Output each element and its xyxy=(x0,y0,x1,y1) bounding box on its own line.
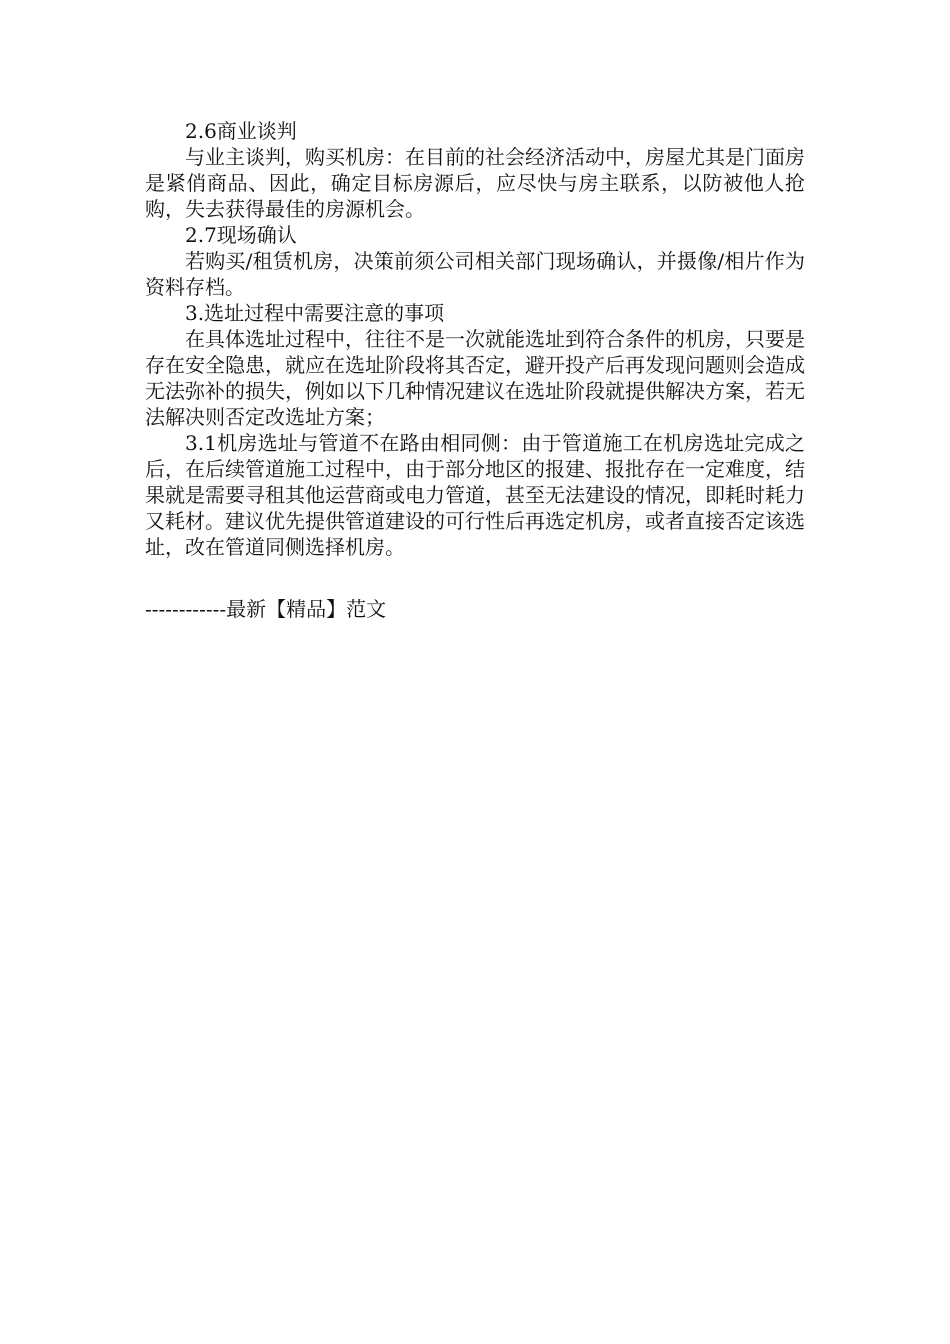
document-body xyxy=(145,118,805,560)
footer-tagline: ------------最新【精品】范文 xyxy=(145,597,387,621)
section-body-3-1: 3.1机房选址与管道不在路由相同侧：由于管道施工在机房选址完成之后，在后续管道施工过程中，由于部分地区的报建、报批存在一定难度，结果就是需要寻租其他运营商或电力管道，甚至无法建设的情况，即耗时耗力又耗材。建议优先提供管道建设的可行性后再选定机房，或者直接否定该选址，改在管道同侧选择机房。 xyxy=(145,431,805,559)
section-body-3: 在具体选址过程中，往往不是一次就能选址到符合条件的机房，只要是存在安全隐患，就应在选址阶段将其否定，避开投产后再发现问题则会造成无法弥补的损失，例如以下几种情况建议在选址阶段就提供解决方案，若无法解决则否定改选址方案； xyxy=(145,327,805,429)
section-heading-3: 3.选址过程中需要注意的事项 xyxy=(185,301,445,325)
section-body-2-6: 与业主谈判，购买机房：在目前的社会经济活动中，房屋尤其是门面房是紧俏商品、因此，确定目标房源后，应尽快与房主联系，以防被他人抢购，失去获得最佳的房源机会。 xyxy=(145,145,805,221)
section-heading-2-7: 2.7现场确认 xyxy=(185,223,297,247)
section-heading-2-6: 2.6商业谈判 xyxy=(185,119,297,143)
section-body-2-7: 若购买/租赁机房，决策前须公司相关部门现场确认，并摄像/相片作为资料存档。 xyxy=(145,249,805,299)
